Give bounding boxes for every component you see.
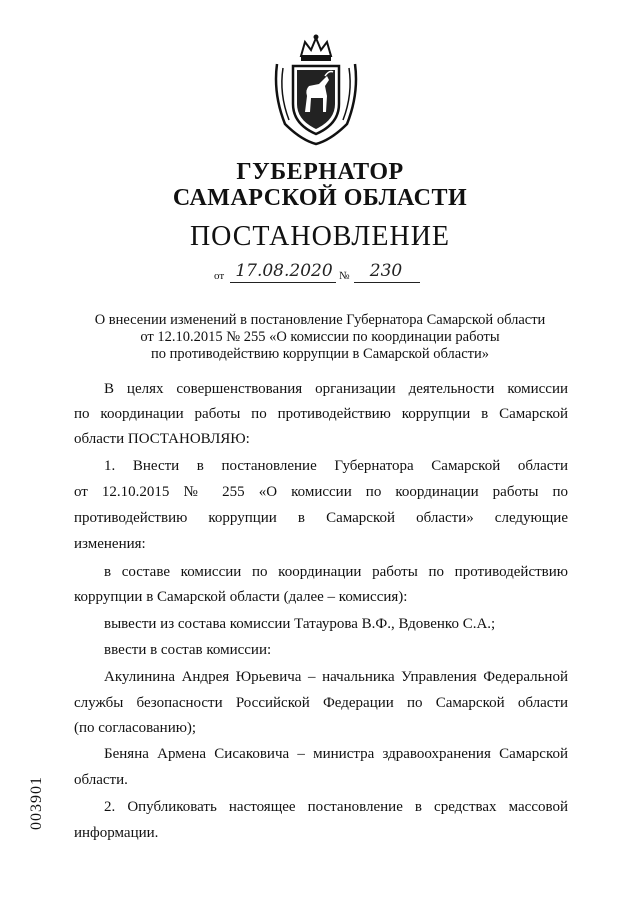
body-line: 1. Внести в постановление Губернатора Самарской области: [104, 458, 568, 474]
margin-registration-number: [25, 770, 49, 836]
body-line: информации.: [74, 825, 159, 841]
authority-title-line2: САМАРСКОЙ ОБЛАСТИ: [172, 185, 468, 211]
document-date: 17.08.2020: [235, 261, 333, 281]
number-label: №: [339, 270, 350, 282]
document-number: 230: [369, 261, 403, 281]
subject-line: О внесении изменений в постановление Губернатора Самарской области: [94, 312, 546, 328]
body-line: в составе комиссии по координации работы по противодействию: [104, 564, 568, 580]
body-line: службы безопасности Российской Федерации по Самарской области: [74, 695, 568, 711]
number-underline: [354, 282, 420, 283]
margin-number-text: 003901: [28, 776, 45, 830]
body-line: ввести в состав комиссии:: [104, 642, 272, 658]
subject-line: от 12.10.2015 № 255 «О комиссии по координации работы: [140, 329, 500, 345]
subject-line: по противодействию коррупции в Самарской области»: [150, 346, 489, 362]
authority-title-line1: ГУБЕРНАТОР: [236, 159, 404, 185]
document-type-title: ПОСТАНОВЛЕНИЕ: [189, 221, 451, 252]
body-line: изменения:: [74, 536, 146, 552]
body-line: от 12.10.2015 № 255 «О комиссии по координации работы по: [74, 484, 568, 500]
date-underline: [230, 282, 336, 283]
body-line: по координации работы по противодействию коррупции в Самарской: [74, 406, 568, 422]
body-line: области.: [74, 772, 128, 788]
body-line: вывести из состава комиссии Татаурова В.Ф., Вдовенко С.А.;: [104, 616, 496, 632]
body-line: области ПОСТАНОВЛЯЮ:: [74, 431, 250, 447]
body-line: коррупции в Самарской области (далее – комиссия):: [74, 589, 408, 605]
date-number-line: [214, 261, 434, 283]
body-line: В целях совершенствования организации деятельности комиссии: [104, 381, 568, 397]
coat-of-arms-icon: [271, 34, 361, 146]
document-subject: [60, 312, 580, 363]
from-label: от: [214, 270, 225, 282]
body-line: Беняна Армена Сисаковича – министра здравоохранения Самарской: [104, 746, 568, 762]
body-line: противодействию коррупции в Самарской области» следующие: [74, 510, 568, 526]
body-line: Акулинина Андрея Юрьевича – начальника Управления Федеральной: [104, 669, 568, 685]
body-line: (по согласованию);: [74, 720, 197, 736]
body-line: 2. Опубликовать настоящее постановление в средствах массовой: [104, 799, 568, 815]
